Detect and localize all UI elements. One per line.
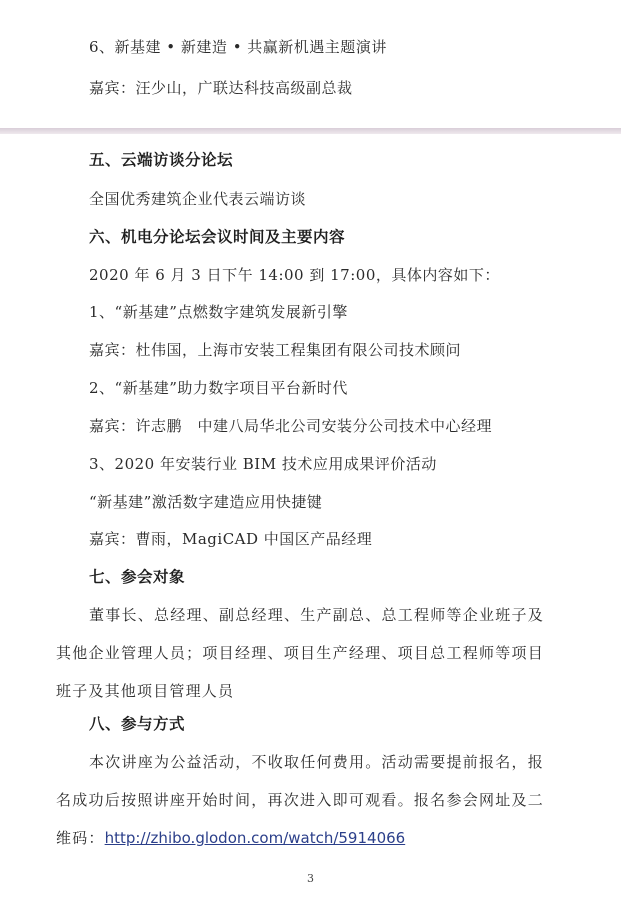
registration-link[interactable]: http://zhibo.glodon.com/watch/5914066 [104,829,406,847]
section5-heading: 五、云端访谈分论坛 [89,151,234,169]
section6-item2: 2、“新基建”助力数字项目平台新时代 [89,379,348,397]
section5-text: 全国优秀建筑企业代表云端访谈 [89,190,307,208]
item6-guest: 嘉宾：汪少山，广联达科技高级副总裁 [89,79,353,97]
section6-heading: 六、机电分论坛会议时间及主要内容 [89,228,346,246]
page-number: 3 [307,872,314,885]
section7-text: 董事长、总经理、副总经理、生产副总、总工程师等企业班子及其他企业管理人员；项目经理、项目生产经理、项目总工程师等项目班子及其他项目管理人员 [56,606,544,700]
section6-item1: 1、“新基建”点燃数字建筑发展新引擎 [89,303,348,321]
page-break [0,128,621,134]
section6-time: 2020 年 6 月 3 日下午 14:00 到 17:00，具体内容如下： [89,266,500,284]
section8-text: 本次讲座为公益活动，不收取任何费用。活动需要提前报名，报名成功后按照讲座开始时间，再次进入即可观看。报名参会网址及二维码： [56,753,544,847]
section6-item1-guest: 嘉宾：杜伟国，上海市安装工程集团有限公司技术顾问 [89,341,462,359]
section8-paragraph [56,743,544,857]
section8-heading: 八、参与方式 [89,715,186,733]
item6-title: 6、新基建 • 新建造 • 共赢新机遇主题演讲 [89,38,387,56]
section6-item3-subtitle: “新基建”激活数字建造应用快捷键 [89,493,323,511]
section7-heading: 七、参会对象 [89,568,186,586]
section6-item3: 3、2020 年安装行业 BIM 技术应用成果评价活动 [89,455,437,473]
section6-item2-guest: 嘉宾：许志鹏 中建八局华北公司安装分公司技术中心经理 [89,417,493,435]
previous-page-bottom [0,0,621,128]
section6-item3-guest: 嘉宾：曹雨，MagiCAD 中国区产品经理 [89,530,373,548]
